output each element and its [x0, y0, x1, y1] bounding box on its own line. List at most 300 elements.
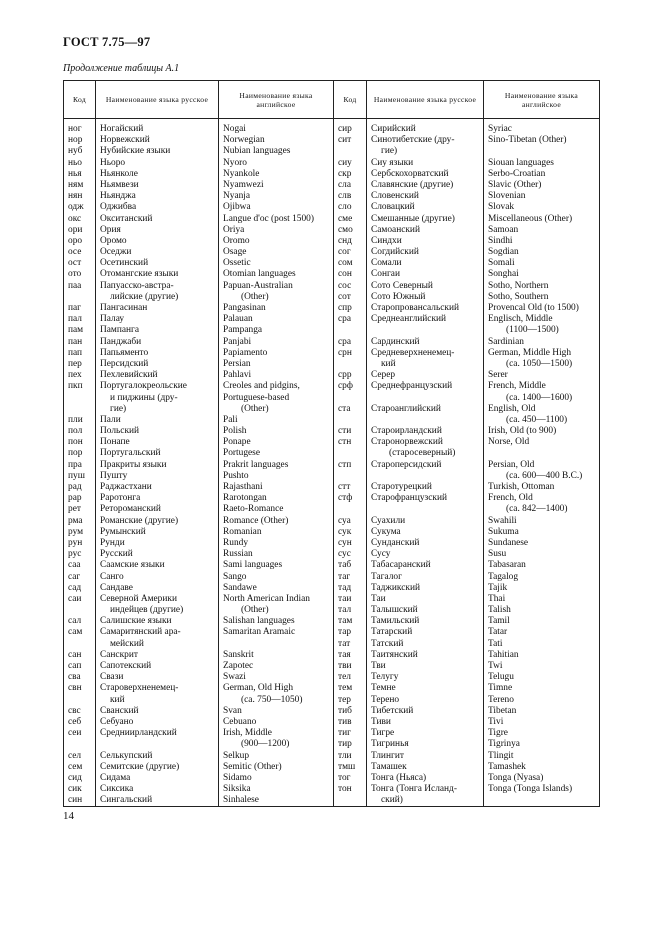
- table-cell-line: Svan: [223, 705, 242, 716]
- table-cell-line: таи: [338, 593, 352, 604]
- table-cell-line: Talish: [488, 605, 511, 616]
- table-cell-line: (900—1200): [241, 739, 290, 750]
- table-cell-line: Португальский: [100, 448, 161, 459]
- table-cell-line: сир: [338, 124, 352, 134]
- table-cell-line: Салишские языки: [100, 616, 172, 627]
- table-cell-line: Самаритянский ара-: [100, 627, 181, 638]
- table-cell-line: Portuguese-based: [223, 392, 290, 403]
- table-cell-line: нор: [68, 135, 83, 146]
- table-cell-line: рад: [68, 482, 82, 492]
- table-cell-line: тая: [338, 649, 351, 660]
- table-cell-line: рум: [68, 526, 84, 537]
- table-cell-line: Tereno: [488, 694, 514, 705]
- table-cell-line: таб: [338, 560, 352, 571]
- table-cell-line: Ньямвези: [100, 179, 139, 190]
- table-cell-line: Северной Америки: [100, 593, 177, 604]
- table-cell-line: [68, 404, 95, 415]
- table-cell-line: Пангасинан: [100, 303, 148, 313]
- table-cell-line: Samaritan Aramaic: [223, 627, 296, 638]
- table-cell-line: сва: [68, 672, 81, 683]
- table-cell-line: рус: [68, 549, 82, 560]
- table-cell-line: Сербскохорватский: [371, 168, 449, 179]
- table-cell-line: индейцев (другие): [110, 605, 184, 616]
- table-cell-line: тар: [338, 627, 352, 638]
- table-cell-line: ста: [338, 403, 351, 414]
- table-cell-line: Тибетский: [371, 705, 414, 716]
- table-cell-line: тиг: [338, 728, 351, 739]
- table-cell-line: Тигринья: [371, 739, 409, 750]
- table-cell-line: сос: [338, 280, 352, 291]
- table-cell-line: Tonga (Nyasa): [488, 772, 544, 783]
- table-cell-line: Samoan: [488, 224, 519, 235]
- table-cell-line: Сванский: [100, 705, 139, 716]
- table-cell-line: сид: [68, 772, 82, 783]
- table-cell-line: Семитские (другие): [100, 761, 180, 772]
- table-cell-line: Osage: [223, 247, 247, 258]
- header-russian-name-right: Наименование языка русское: [367, 81, 484, 119]
- right-english-column: [484, 119, 600, 807]
- table-cell-line: Самоанский: [371, 224, 420, 235]
- table-cell-line: Oriya: [223, 224, 245, 235]
- table-cell-line: Norse, Old: [488, 437, 530, 448]
- table-cell-line: Палау: [100, 314, 125, 325]
- table-cell-line: суа: [338, 515, 351, 526]
- table-cell-line: Romanian: [223, 526, 262, 537]
- table-cell-line: Сирийский: [371, 124, 416, 134]
- table-cell-line: Tonga (Tonga Islands): [488, 784, 573, 795]
- table-cell-line: Суахили: [371, 515, 406, 526]
- table-cell-line: Timne: [488, 683, 513, 694]
- table-cell-line: пех: [68, 370, 82, 381]
- table-cell-line: пра: [68, 459, 82, 470]
- table-cell-line: [68, 393, 95, 404]
- table-cell-line: кий: [110, 694, 125, 705]
- table-cell-line: German, Middle High: [488, 347, 572, 358]
- table-cell-line: Тигре: [371, 728, 395, 739]
- table-cell-line: Tamil: [488, 616, 510, 627]
- table-cell-line: English, Old: [488, 403, 536, 414]
- table-cell-line: Себуано: [100, 716, 134, 727]
- table-cell-line: сан: [68, 649, 82, 660]
- table-cell-line: мейский: [110, 638, 144, 649]
- table-cell-line: Slavic (Other): [488, 179, 542, 190]
- right-code-column: [334, 119, 367, 807]
- table-cell-line: Сидама: [100, 772, 131, 783]
- table-cell-line: Rarotongan: [223, 493, 267, 504]
- table-cell-line: [223, 639, 333, 650]
- table-cell-line: (Other): [241, 403, 269, 414]
- table-cell-line: сот: [338, 291, 351, 302]
- table-cell-line: Талышский: [371, 605, 418, 616]
- table-cell-line: Ньоро: [100, 157, 126, 168]
- table-cell-line: Nyankole: [223, 168, 260, 179]
- table-cell-line: Persian: [223, 358, 251, 369]
- table-cell-line: [68, 639, 95, 650]
- table-cell-line: ньо: [68, 157, 82, 168]
- table-cell-line: (1100—1500): [506, 325, 559, 336]
- table-cell-line: Рунди: [100, 537, 125, 548]
- table-cell-line: (ca. 842—1400): [506, 504, 568, 515]
- table-cell-line: Средниирландский: [100, 728, 177, 739]
- table-cell-line: (Other): [241, 605, 269, 616]
- table-cell-line: (ca. 1050—1500): [506, 358, 573, 369]
- table-cell-line: [100, 739, 218, 750]
- table-cell-line: Sinhalese: [223, 795, 259, 806]
- table-cell-line: Langue d'oc (post 1500): [223, 213, 314, 224]
- table-cell-line: Сиксика: [100, 784, 134, 795]
- table-cell-line: Пампанга: [100, 325, 140, 336]
- table-cell-line: Irish, Middle: [223, 728, 272, 739]
- table-cell-line: Pampanga: [223, 325, 263, 336]
- table-cell-line: Tabasaran: [488, 560, 526, 571]
- table-cell-line: Swahili: [488, 515, 517, 526]
- page-number: 14: [63, 810, 74, 822]
- header-code-right: Код: [334, 81, 367, 119]
- table-cell-line: Португалокреольские: [100, 381, 187, 392]
- table-cell-line: Окситанский: [100, 213, 153, 224]
- table-cell-line: Староирландский: [371, 426, 442, 437]
- table-cell-line: (ca. 600—400 B.C.): [506, 470, 583, 481]
- table-cell-line: сра: [338, 336, 352, 347]
- table-cell-line: Tibetan: [488, 705, 517, 716]
- table-cell-line: Среднефранцузский: [371, 381, 453, 392]
- table-cell-line: скр: [338, 168, 352, 179]
- table-cell-line: Tahitian: [488, 649, 519, 660]
- table-cell-line: [371, 325, 483, 336]
- table-cell-line: Tamashek: [488, 761, 526, 772]
- table-cell-line: [371, 415, 483, 426]
- table-cell-line: [371, 393, 483, 404]
- table-cell-line: кий: [381, 358, 396, 369]
- table-cell-line: Persian, Old: [488, 459, 535, 470]
- table-cell-line: Понапе: [100, 437, 130, 448]
- table-cell-line: Sanskrit: [223, 649, 254, 660]
- table-cell-line: Сото Южный: [371, 291, 426, 302]
- left-code-column: [64, 119, 96, 807]
- table-cell-line: Средневерхненемец-: [371, 347, 455, 358]
- table-cell-line: Twi: [488, 661, 503, 671]
- table-cell-line: рар: [68, 493, 82, 504]
- table-cell-line: Pangasinan: [223, 303, 266, 313]
- table-cell-line: пли: [68, 414, 83, 425]
- table-cell-line: Старопровансальский: [371, 303, 459, 313]
- table-cell-line: тем: [338, 683, 353, 694]
- table-cell-line: сал: [68, 616, 82, 627]
- table-cell-line: French, Middle: [488, 381, 546, 392]
- table-cell-line: [68, 605, 95, 616]
- table-cell-line: Ньянджа: [100, 191, 136, 202]
- table-cell-line: Таи: [371, 593, 386, 604]
- table-cell-line: Раджастхани: [100, 482, 152, 492]
- table-cell-line: ног: [68, 124, 82, 134]
- table-cell-line: Саамские языки: [100, 560, 165, 571]
- table-cell-line: пап: [68, 347, 83, 358]
- table-cell-line: пан: [68, 336, 83, 347]
- table-cell-line: тог: [338, 772, 351, 783]
- table-cell-line: тел: [338, 672, 351, 683]
- table-cell-line: тат: [338, 638, 351, 649]
- table-cell-line: паг: [68, 303, 82, 313]
- table-cell-line: Pali: [223, 414, 238, 425]
- table-cell-line: саи: [68, 593, 82, 604]
- table-cell-line: паа: [68, 280, 82, 291]
- table-cell-line: срн: [338, 347, 352, 358]
- table-cell-line: Thai: [488, 593, 506, 604]
- table-cell-line: [338, 359, 366, 370]
- table-cell-line: тон: [338, 784, 352, 795]
- table-cell-line: смо: [338, 224, 353, 235]
- table-cell-line: Пушту: [100, 470, 128, 481]
- table-cell-line: Turkish, Ottoman: [488, 482, 555, 492]
- left-english-column: [219, 119, 334, 807]
- table-cell-line: гие): [381, 146, 398, 157]
- table-cell-line: саг: [68, 571, 81, 582]
- table-cell-line: [338, 448, 366, 459]
- table-cell-line: тви: [338, 661, 352, 671]
- table-cell-line: Старотурецкий: [371, 482, 432, 492]
- table-cell-line: сон: [338, 269, 352, 280]
- table-cell-line: сог: [338, 247, 351, 258]
- table-cell-line: Tajik: [488, 582, 508, 593]
- table-cell-line: сит: [338, 135, 352, 146]
- table-continuation-caption: Продолжение таблицы А.1: [63, 63, 180, 74]
- table-cell-line: сла: [338, 179, 352, 190]
- table-cell-line: и пиджины (дру-: [110, 392, 178, 403]
- table-cell-line: Nyamwezi: [223, 179, 264, 190]
- table-cell-line: окс: [68, 213, 82, 224]
- table-cell-line: (ca. 1400—1600): [506, 392, 573, 403]
- table-cell-line: сеи: [68, 728, 82, 739]
- table-cell-line: Creoles and pidgins,: [223, 381, 300, 392]
- table-cell-line: North American Indian: [223, 593, 310, 604]
- table-cell-line: Сото Северный: [371, 280, 433, 291]
- table-cell-line: Сукума: [371, 526, 401, 537]
- table-cell-line: сад: [68, 582, 82, 593]
- table-cell-line: сап: [68, 661, 82, 671]
- table-cell-line: Syriac: [488, 124, 512, 134]
- table-cell-line: Pushto: [223, 470, 249, 481]
- table-cell-line: Cebuano: [223, 716, 257, 727]
- header-code-left: Код: [64, 81, 96, 119]
- header-english-name-right: Наименование языка английское: [484, 81, 600, 119]
- table-cell-line: Ossetic: [223, 258, 251, 269]
- table-cell-line: Татский: [371, 638, 404, 649]
- table-cell-line: Панджаби: [100, 336, 142, 347]
- table-cell-line: сус: [338, 549, 351, 560]
- table-cell-line: син: [68, 795, 83, 806]
- table-cell-line: пам: [68, 325, 84, 336]
- table-cell-line: тиб: [338, 705, 352, 716]
- table-cell-line: Tigrinya: [488, 739, 520, 750]
- table-cell-line: Rundy: [223, 537, 249, 548]
- table-cell-line: сти: [338, 426, 352, 437]
- table-cell-line: Серер: [371, 370, 396, 381]
- table-cell-line: Sotho, Southern: [488, 291, 549, 302]
- table-cell-line: Сапотекский: [100, 661, 152, 671]
- table-cell-line: пуш: [68, 470, 85, 481]
- table-cell-line: Susu: [488, 549, 507, 560]
- table-cell-line: Palauan: [223, 314, 253, 325]
- table-cell-line: Тамильский: [371, 616, 420, 627]
- language-codes-table: [63, 80, 599, 804]
- table-cell-line: Тонга (Тонга Исланд-: [371, 784, 457, 795]
- table-header-row: [64, 81, 600, 119]
- table-cell-line: [338, 325, 366, 336]
- table-cell-line: Papuan-Australian: [223, 280, 293, 291]
- table-cell-line: Персидский: [100, 358, 149, 369]
- table-cell-line: сме: [338, 213, 353, 224]
- table-cell-line: Sardinian: [488, 336, 524, 347]
- table-cell-line: Panjabi: [223, 336, 252, 347]
- table-cell-line: [338, 504, 366, 515]
- table-cell-line: оро: [68, 235, 83, 246]
- table-cell-line: сук: [338, 526, 352, 537]
- table-cell-line: тмш: [338, 761, 356, 772]
- table-cell-line: Oromo: [223, 235, 250, 246]
- table-cell-line: Rajasthani: [223, 482, 263, 492]
- table-cell-line: ский): [381, 795, 403, 806]
- table-body-row: [64, 119, 600, 807]
- table-cell-line: сам: [68, 627, 83, 638]
- table-cell-line: [338, 795, 366, 806]
- table-cell-line: спр: [338, 303, 352, 313]
- table-cell-line: одж: [68, 202, 84, 213]
- table-cell-line: [338, 415, 366, 426]
- table-cell-line: Санскрит: [100, 649, 138, 660]
- table-cell-line: Тлингит: [371, 750, 404, 761]
- table-cell-line: Норвежский: [100, 135, 150, 146]
- table-cell-line: Tati: [488, 638, 503, 649]
- table-cell-line: Раротонга: [100, 493, 141, 504]
- table-cell-line: Nyanja: [223, 191, 251, 202]
- table-cell-line: Romance (Other): [223, 515, 289, 526]
- table-cell-line: тир: [338, 739, 352, 750]
- left-russian-column: [96, 119, 219, 807]
- table-cell-line: сем: [68, 761, 83, 772]
- table-cell-line: Siouan languages: [488, 157, 554, 168]
- table-cell-line: свн: [68, 683, 82, 694]
- table-cell-line: Табасаранский: [371, 560, 431, 571]
- table-cell-line: Sotho, Northern: [488, 280, 549, 291]
- table-cell-line: Sami languages: [223, 560, 283, 571]
- table-cell-line: Tigre: [488, 728, 508, 739]
- table-cell-line: Sukuma: [488, 526, 519, 537]
- table-cell-line: [488, 795, 599, 806]
- table-cell-line: Semitic (Other): [223, 761, 282, 772]
- table-cell-line: Slovenian: [488, 191, 526, 202]
- table-cell-line: гие): [110, 403, 127, 414]
- table-cell-line: сло: [338, 202, 352, 213]
- table-cell-line: Ojibwa: [223, 202, 251, 213]
- table-cell-line: Папуасско-австра-: [100, 280, 174, 291]
- table-cell-line: Оджибва: [100, 202, 137, 213]
- table-cell-line: Селькупский: [100, 750, 153, 761]
- table-cell-line: Словенский: [371, 191, 419, 202]
- table-cell-line: тер: [338, 694, 351, 705]
- table-cell-line: Темне: [371, 683, 396, 694]
- table-cell-line: [338, 471, 366, 482]
- table-cell-line: Санго: [100, 571, 124, 582]
- table-cell-line: Нубийские языки: [100, 146, 171, 157]
- table-cell-line: тал: [338, 605, 352, 616]
- table-cell-line: Тамашек: [371, 761, 407, 772]
- table-cell-line: Sino-Tibetan (Other): [488, 135, 567, 146]
- table-cell-line: Polish: [223, 426, 247, 437]
- table-cell-line: Nogai: [223, 124, 246, 134]
- table-cell-line: Nyoro: [223, 157, 247, 168]
- table-cell-line: Ногайский: [100, 124, 144, 134]
- table-cell-line: рма: [68, 515, 83, 526]
- table-cell-line: Тонга (Ньяса): [371, 772, 427, 783]
- table-cell-line: слв: [338, 191, 352, 202]
- table-cell-line: Словацкий: [371, 202, 415, 213]
- table-cell-line: Славянские (другие): [371, 179, 454, 190]
- table-cell-line: Tivi: [488, 716, 504, 727]
- table-cell-line: Сардинский: [371, 336, 420, 347]
- table-cell-line: Russian: [223, 549, 253, 560]
- table-cell-line: ото: [68, 269, 82, 280]
- table-cell-line: Татарский: [371, 627, 413, 638]
- table-cell-line: Терено: [371, 694, 400, 705]
- table-cell-line: [371, 504, 483, 515]
- table-cell-line: саа: [68, 560, 81, 571]
- table-cell-line: [338, 146, 366, 157]
- table-cell-line: Irish, Old (to 900): [488, 426, 557, 437]
- table-cell-line: Таджикский: [371, 582, 420, 593]
- table-cell-line: Сонгаи: [371, 269, 400, 280]
- header-russian-name-left: Наименование языка русское: [96, 81, 219, 119]
- table-cell-line: Serbo-Croatian: [488, 168, 546, 179]
- table-cell-line: сиу: [338, 157, 352, 168]
- table-cell-line: Староанглийский: [371, 403, 441, 414]
- table-cell-line: Siksika: [223, 784, 251, 795]
- table-cell-line: пкп: [68, 381, 83, 392]
- table-cell-line: Telugu: [488, 672, 514, 683]
- table-cell-line: Portugese: [223, 448, 260, 459]
- table-cell-line: Сусу: [371, 549, 391, 560]
- table-cell-line: нья: [68, 168, 82, 179]
- table-cell-line: Тиви: [371, 716, 391, 727]
- table-cell-line: Selkup: [223, 750, 250, 761]
- table-cell-line: стп: [338, 459, 352, 470]
- table-cell-line: Slovak: [488, 202, 515, 213]
- table-cell-line: стф: [338, 493, 353, 504]
- table-cell-line: Старофранцузский: [371, 493, 447, 504]
- table-cell-line: [68, 739, 95, 750]
- table-cell-line: Papiamento: [223, 347, 268, 358]
- table-cell-line: ням: [68, 179, 84, 190]
- table-cell-line: Староверхненемец-: [100, 683, 179, 694]
- table-cell-line: Sango: [223, 571, 247, 582]
- table-cell-line: French, Old: [488, 493, 533, 504]
- table-cell-line: тли: [338, 750, 352, 761]
- table-cell-line: Тагалог: [371, 571, 402, 582]
- table-cell-line: Отомангские языки: [100, 269, 179, 280]
- table-cell-line: пер: [68, 358, 82, 369]
- table-cell-line: пор: [68, 448, 83, 459]
- table-cell-line: (старосеверный): [389, 448, 456, 459]
- table-cell-line: Ньянколе: [100, 168, 138, 179]
- table-cell-line: Prakrit languages: [223, 459, 289, 470]
- table-cell-line: [488, 448, 599, 459]
- table-cell-line: Sundanese: [488, 537, 529, 548]
- table-cell-line: Norwegian: [223, 135, 265, 146]
- table-cell-line: German, Old High: [223, 683, 294, 694]
- table-cell-line: Русский: [100, 549, 133, 560]
- table-cell-line: Ория: [100, 224, 121, 235]
- table-cell-line: Englisch, Middle: [488, 314, 553, 325]
- table-cell-line: (Other): [241, 291, 269, 302]
